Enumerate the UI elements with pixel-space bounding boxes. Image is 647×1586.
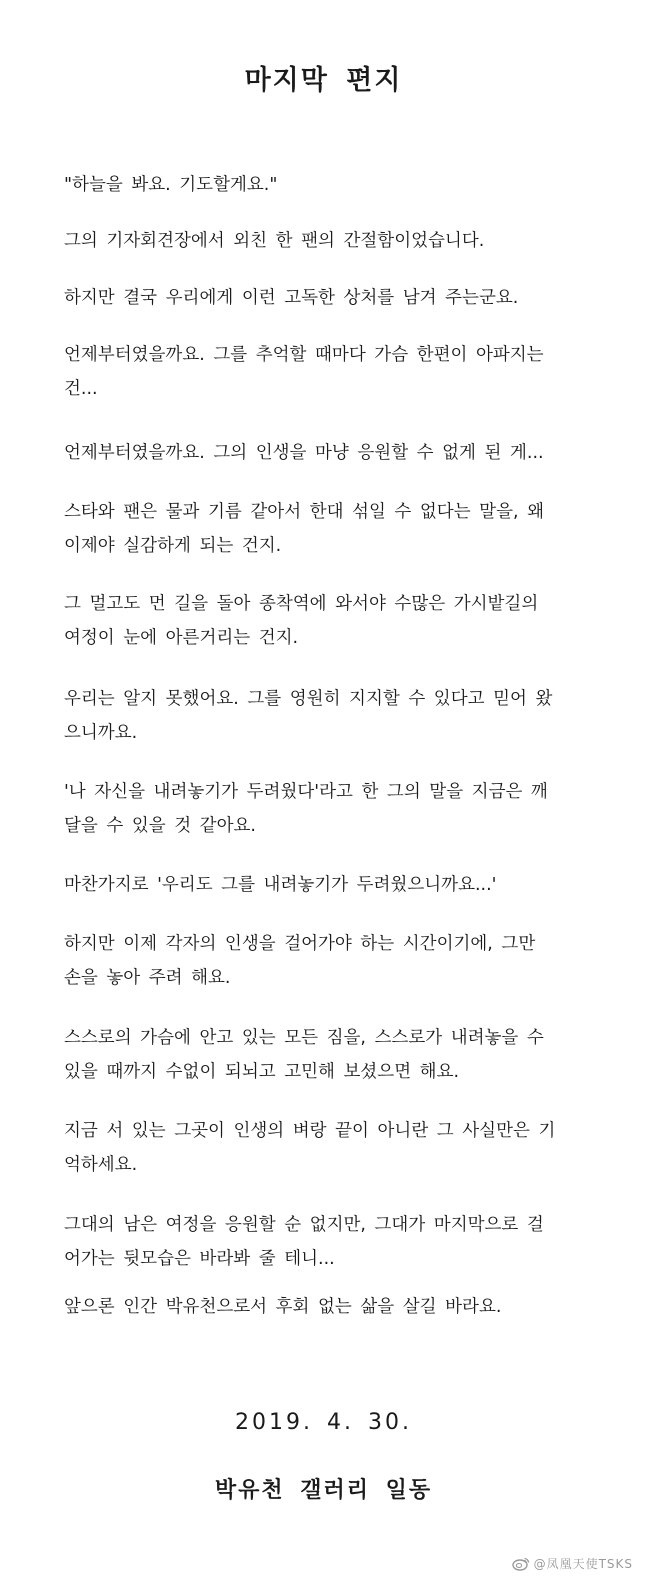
paragraph <box>64 1114 584 1182</box>
paragraph <box>64 775 584 843</box>
paragraph-line: 그 멀고도 먼 길을 돌아 종착역에 와서야 수많은 가시밭길의 <box>64 594 539 614</box>
paragraph <box>64 168 584 202</box>
paragraph-line: 달을 수 있을 것 같아요. <box>64 816 256 836</box>
paragraph-line: 건... <box>64 379 98 399</box>
paragraph-line: 지금 서 있는 그곳이 인생의 벼랑 끝이 아니란 그 사실만은 기 <box>64 1121 556 1141</box>
paragraph-line: 우리는 알지 못했어요. 그를 영원히 지지할 수 있다고 믿어 왔 <box>64 689 553 709</box>
paragraph-line: 하지만 이제 각자의 인생을 걸어가야 하는 시간이기에, 그만 <box>64 934 536 954</box>
paragraph <box>64 927 584 995</box>
letter-title: 마지막 편지 <box>244 65 403 96</box>
paragraph <box>64 338 584 406</box>
paragraph-line: 손을 놓아 주려 해요. <box>64 968 231 988</box>
paragraph-line: 앞으론 인간 박유천으로서 후회 없는 삶을 살길 바라요. <box>64 1297 502 1317</box>
paragraph-line: 스타와 팬은 물과 기름 같아서 한대 섞일 수 없다는 말을, 왜 <box>64 502 545 522</box>
paragraph <box>64 868 584 902</box>
paragraph <box>64 281 584 315</box>
paragraph-line: 스스로의 가슴에 안고 있는 모든 짐을, 스스로가 내려놓을 수 <box>64 1028 544 1048</box>
paragraph-line: 으니까요. <box>64 723 138 743</box>
paragraph-line: 이제야 실감하게 되는 건지. <box>64 536 282 556</box>
paragraph <box>64 1290 584 1324</box>
paragraph <box>64 587 584 655</box>
paragraph <box>64 224 584 258</box>
paragraph-line: 어가는 뒷모습은 바라봐 줄 테니... <box>64 1249 335 1269</box>
paragraph-line: 언제부터였을까요. 그를 추억할 때마다 가슴 한편이 아파지는 <box>64 345 544 365</box>
paragraph-line: "하늘을 봐요. 기도할게요." <box>64 175 278 195</box>
paragraph <box>64 682 584 750</box>
weibo-watermark <box>512 1555 633 1572</box>
paragraph-line: 그대의 남은 여정을 응원할 순 없지만, 그대가 마지막으로 걸 <box>64 1215 544 1235</box>
paragraph-line: 그의 기자회견장에서 외친 한 팬의 간절함이었습니다. <box>64 231 485 251</box>
paragraph-line: 있을 때까지 수없이 되뇌고 고민해 보셨으면 해요. <box>64 1062 460 1082</box>
paragraph-line: 언제부터였을까요. 그의 인생을 마냥 응원할 수 없게 된 게... <box>64 443 544 463</box>
paragraph <box>64 1208 584 1276</box>
watermark-text: @凤凰天使TSKS <box>533 1557 633 1571</box>
paragraph-line: '나 자신을 내려놓기가 두려웠다'라고 한 그의 말을 지금은 깨 <box>64 782 548 802</box>
letter-signature: 박유천 갤러리 일동 <box>214 1478 433 1503</box>
weibo-icon <box>512 1556 530 1571</box>
paragraph <box>64 1021 584 1089</box>
paragraph-line: 하지만 결국 우리에게 이런 고독한 상처를 남겨 주는군요. <box>64 288 519 308</box>
paragraph-line: 마찬가지로 '우리도 그를 내려놓기가 두려웠으니까요...' <box>64 875 497 895</box>
letter-date: 2019. 4. 30. <box>235 1410 412 1435</box>
paragraph-line: 억하세요. <box>64 1155 138 1175</box>
paragraph <box>64 436 584 470</box>
paragraph <box>64 495 584 563</box>
paragraph-line: 여정이 눈에 아른거리는 건지. <box>64 628 299 648</box>
